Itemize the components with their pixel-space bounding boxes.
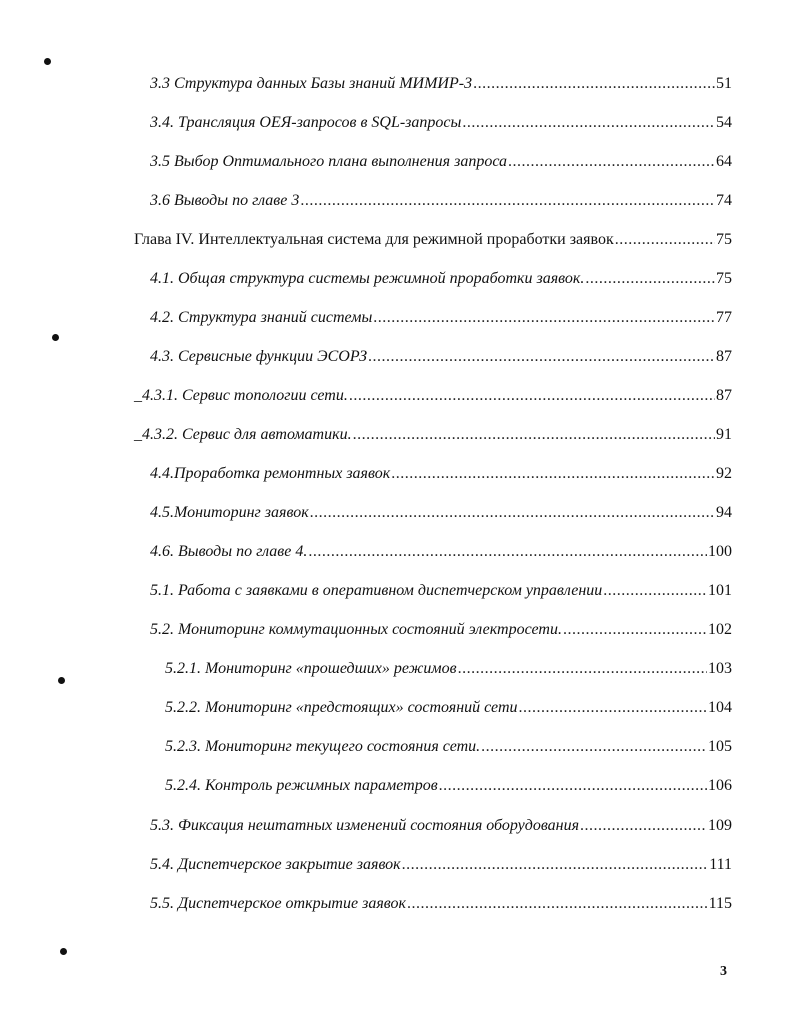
toc-entry-page: 100 xyxy=(708,543,732,560)
toc-dot-leader xyxy=(373,306,715,330)
toc-chapter-entry xyxy=(134,228,732,252)
toc-dot-leader xyxy=(310,501,715,525)
toc-entry-page: 64 xyxy=(716,153,732,170)
toc-entry-page: 115 xyxy=(708,895,732,912)
toc-entry xyxy=(150,462,732,486)
toc-dot-leader xyxy=(349,384,715,408)
toc-entry-title: 4.6. Выводы по главе 4. xyxy=(150,543,308,560)
toc-entry-page: 94 xyxy=(716,504,732,521)
toc-entry-title: 5.4. Диспетчерское закрытие заявок xyxy=(150,856,401,873)
toc-entry xyxy=(150,579,732,603)
toc-dot-leader xyxy=(402,853,709,877)
toc-dot-leader xyxy=(615,228,715,252)
toc-entry-title: 5.1. Работа с заявками в оперативном диспетчерском управлении xyxy=(150,582,603,599)
toc-dot-leader xyxy=(458,657,707,681)
toc-entry-page: 105 xyxy=(708,738,732,755)
toc-entry-page: 92 xyxy=(716,465,732,482)
toc-entry-page: 54 xyxy=(716,114,732,131)
toc-entry xyxy=(134,423,732,447)
toc-dot-leader xyxy=(391,462,715,486)
toc-entry-title: 5.2.1. Мониторинг «прошедших» режимов xyxy=(165,660,457,677)
toc-entry-title: 3.3 Структура данных Базы знаний МИМИР-3 xyxy=(150,75,473,92)
toc-entry-title: 5.3. Фиксация нештатных изменений состояния оборудования xyxy=(150,817,580,834)
toc-dot-leader xyxy=(300,189,715,213)
toc-dot-leader xyxy=(519,696,708,720)
toc-entry-page: 102 xyxy=(708,621,732,638)
toc-entry-title: 5.2. Мониторинг коммутационных состояний электросети. xyxy=(150,621,562,638)
page-number: 3 xyxy=(720,964,727,979)
toc-entry xyxy=(150,306,732,330)
toc-entry-title: 4.5.Мониторинг заявок xyxy=(150,504,309,521)
toc-entry-title: 5.5. Диспетчерское открытие заявок xyxy=(150,895,406,912)
toc-entry xyxy=(150,540,732,564)
toc-entry xyxy=(150,189,732,213)
toc-entry xyxy=(134,384,732,408)
toc-entry-title: 5.2.2. Мониторинг «предстоящих» состояний сети xyxy=(165,699,518,716)
toc-dot-leader xyxy=(407,892,708,916)
toc-entry-title: 4.1. Общая структура системы режимной проработки заявок. xyxy=(150,270,585,287)
toc-entry xyxy=(150,150,732,174)
toc-entry xyxy=(165,774,732,798)
toc-dot-leader xyxy=(308,540,707,564)
toc-dot-leader xyxy=(580,814,707,838)
toc-entry xyxy=(150,111,732,135)
toc-entry xyxy=(150,345,732,369)
toc-entry-title: 4.3. Сервисные функции ЭСОРЗ xyxy=(150,348,368,365)
toc-entry-page: 91 xyxy=(716,426,732,443)
toc-entry xyxy=(165,657,732,681)
toc-dot-leader xyxy=(439,774,707,798)
toc-entry-title: 4.2. Структура знаний системы xyxy=(150,309,373,326)
toc-entry xyxy=(150,814,732,838)
toc-entry xyxy=(150,618,732,642)
toc-entry xyxy=(150,267,732,291)
toc-entry-page: 74 xyxy=(716,192,732,209)
toc-entry-page: 87 xyxy=(716,348,732,365)
toc-entry-title: 3.5 Выбор Оптимального плана выполнения запроса xyxy=(150,153,508,170)
toc-dot-leader xyxy=(481,735,707,759)
toc-entry-page: 77 xyxy=(716,309,732,326)
toc-entry-page: 75 xyxy=(716,231,732,248)
toc-entry-page: 87 xyxy=(716,387,732,404)
toc-entry-title: 3.4. Трансляция ОЕЯ-запросов в SQL-запросы xyxy=(150,114,462,131)
toc-dot-leader xyxy=(563,618,707,642)
toc-entry-title: _4.3.2. Сервис для автоматики. xyxy=(134,426,352,443)
toc-entry-page: 75 xyxy=(716,270,732,287)
toc-entry xyxy=(165,735,732,759)
toc-entry xyxy=(150,501,732,525)
toc-dot-leader xyxy=(508,150,715,174)
toc-entry-page: 101 xyxy=(708,582,732,599)
toc-entry-page: 103 xyxy=(708,660,732,677)
toc-dot-leader xyxy=(473,72,715,96)
toc-entry-title: 5.2.4. Контроль режимных параметров xyxy=(165,777,438,794)
toc-dot-leader xyxy=(603,579,707,603)
toc-entry xyxy=(150,72,732,96)
toc-dot-leader xyxy=(368,345,715,369)
toc-entry xyxy=(150,853,732,877)
toc-entry-title: 5.2.3. Мониторинг текущего состояния сети. xyxy=(165,738,481,755)
toc-entry-title: 4.4.Проработка ремонтных заявок xyxy=(150,465,391,482)
toc-dot-leader xyxy=(462,111,715,135)
toc-entry-title: 3.6 Выводы по главе 3 xyxy=(150,192,300,209)
toc-entry-page: 109 xyxy=(708,817,732,834)
toc-entry-title: _4.3.1. Сервис топологии сети. xyxy=(134,387,348,404)
toc-entry-page: 111 xyxy=(709,856,732,873)
toc-entry-page: 104 xyxy=(708,699,732,716)
toc-entry xyxy=(165,696,732,720)
toc-entry-title: Глава IV. Интеллектуальная система для режимной проработки заявок xyxy=(134,231,614,248)
toc-entry-page: 106 xyxy=(708,777,732,794)
toc-entry xyxy=(150,892,732,916)
toc-dot-leader xyxy=(585,267,715,291)
toc-dot-leader xyxy=(353,423,715,447)
toc-entry-page: 51 xyxy=(716,75,732,92)
